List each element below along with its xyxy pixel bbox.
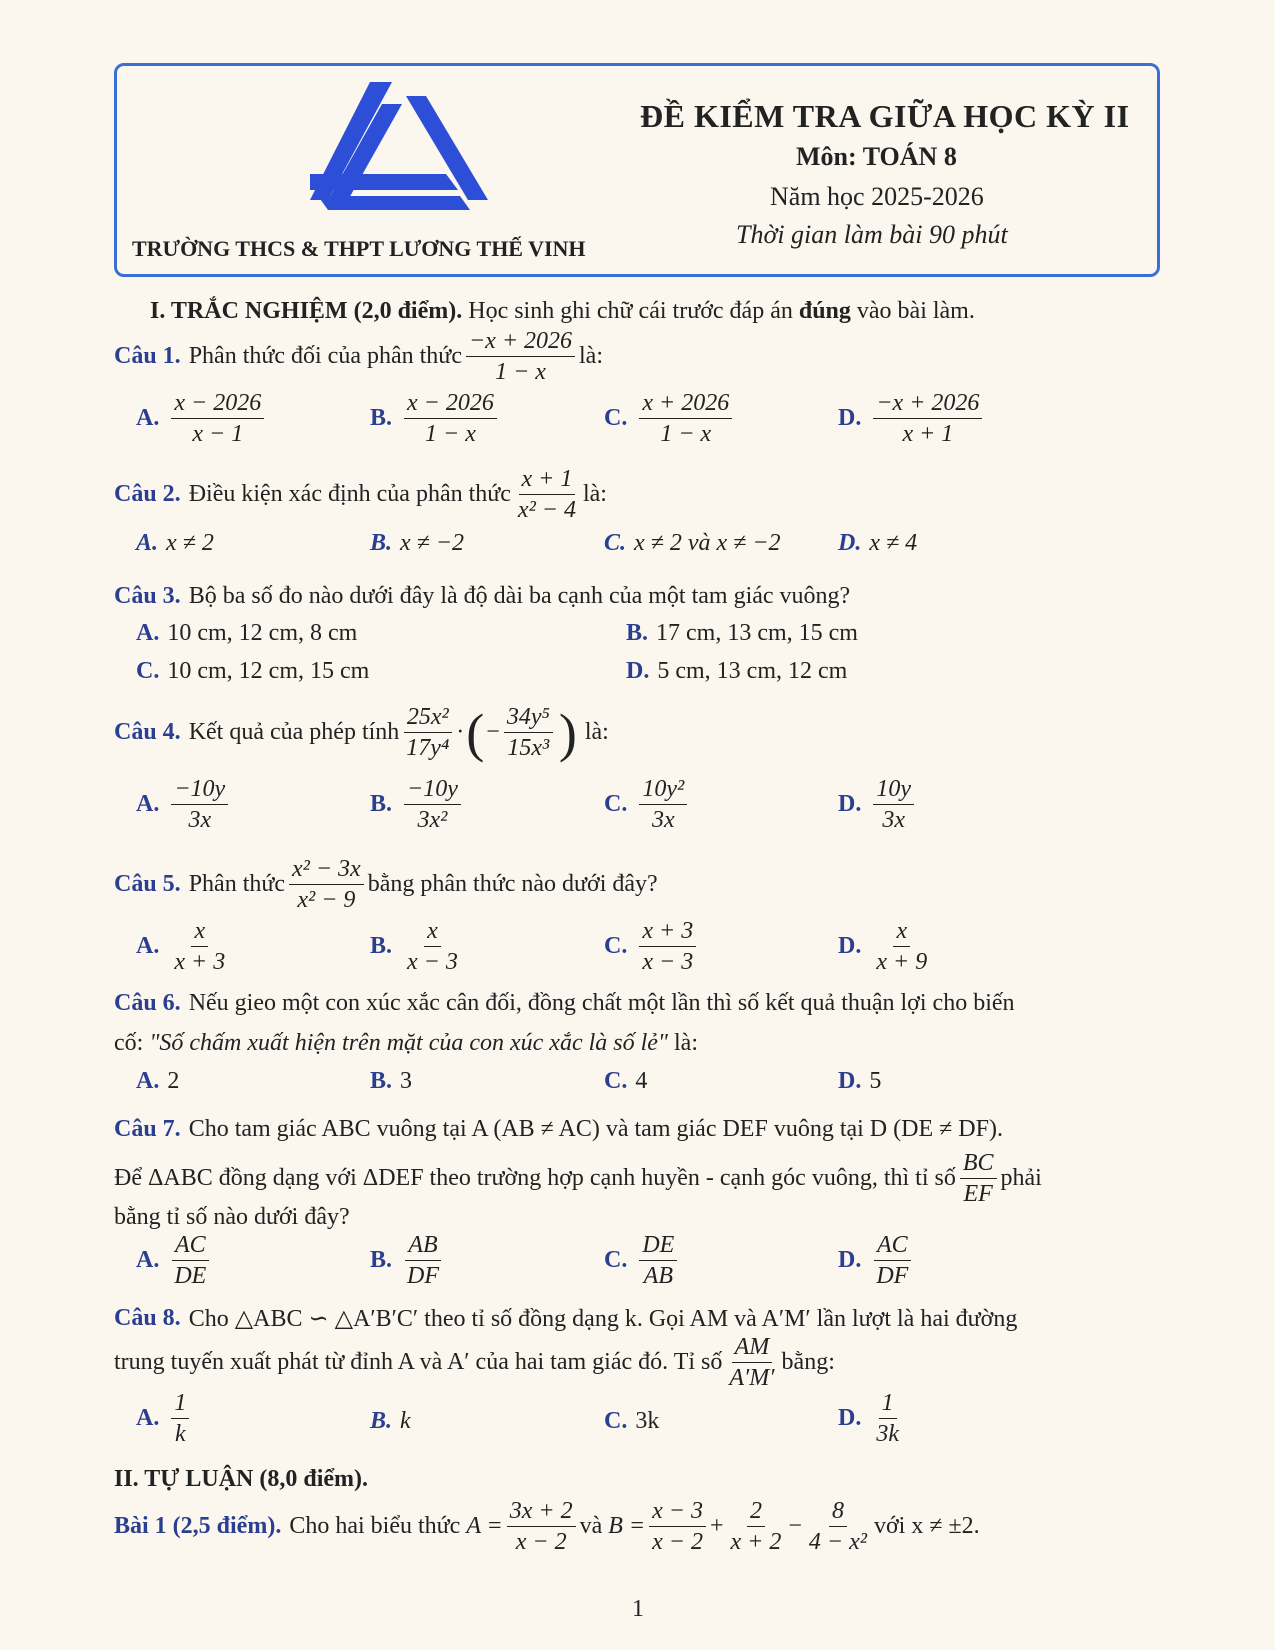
q5-option-a[interactable]: A. x x + 3 [136, 918, 226, 976]
q4-option-a[interactable]: A. −10y 3x [136, 776, 232, 834]
instruction-tail: vào bài làm. [856, 298, 975, 324]
question-6-line-2: cố: "Số chấm xuất hiện trên mặt của con xúc xắc là số lẻ" là: [114, 1030, 699, 1056]
exam-title: ĐỀ KIỂM TRA GIỮA HỌC KỲ II [640, 98, 1130, 134]
fraction: x + 1 x² − 4 [517, 466, 576, 524]
question-3: Câu 3. Bộ ba số đo nào dưới đây là độ dài ba cạnh của một tam giác vuông? [114, 583, 851, 609]
q7-option-c[interactable]: C. DE AB [604, 1232, 681, 1290]
school-name: TRƯỜNG THCS & THPT LƯƠNG THẾ VINH [132, 236, 586, 261]
q3-option-a[interactable]: A. 10 cm, 12 cm, 8 cm [136, 620, 358, 646]
q1-option-a[interactable]: A. x − 2026 x − 1 [136, 390, 268, 448]
q8-option-d[interactable]: D. 1 3k [838, 1390, 899, 1448]
exam-duration: Thời gian làm bài 90 phút [736, 220, 1008, 249]
q6-option-c[interactable]: C. 4 [604, 1068, 648, 1094]
q2-option-d[interactable]: D. x ≠ 4 [838, 530, 918, 556]
question-4: Câu 4. Kết quả của phép tính 25x² 17y⁴ · ( − $\frac{\text{34y⁵}}{\text{15x³}}$ ) là: [114, 702, 609, 763]
question-text: Phân thức đối của phân thức [188, 343, 462, 370]
question-5: Câu 5. Phân thức x² − 3x x² − 9 bằng phân thức nào dưới đây? [114, 856, 658, 914]
q3-option-d[interactable]: D. 5 cm, 13 cm, 12 cm [626, 658, 848, 684]
q1-option-c[interactable]: C. x + 2026 1 − x [604, 390, 736, 448]
question-2: Câu 2. Điều kiện xác định của phân thức x + 1 x² − 4 là: [114, 466, 607, 524]
q2-option-b[interactable]: B. x ≠ −2 [370, 530, 465, 556]
question-label: Câu 1. [114, 343, 181, 370]
q5-option-c[interactable]: C. x + 3 x − 3 [604, 918, 700, 976]
q8-option-b[interactable]: B. k [370, 1408, 411, 1434]
question-6: Câu 6. Nếu gieo một con xúc xắc cân đối, đồng chất một lần thì số kết quả thuận lợi cho biến [114, 990, 1015, 1016]
q3-option-c[interactable]: C. 10 cm, 12 cm, 15 cm [136, 658, 370, 684]
section-1-heading [150, 298, 975, 325]
q5-option-d[interactable]: D. x x + 9 [838, 918, 928, 976]
bai-1: Bài 1 (2,5 điểm). Cho hai biểu thức A = $\frac{3x + 2}{x - 2}$ và B = $\frac{x - 3}{x - 2}$ + $\frac{2}{x + 2}$ − $\frac{8}{\text{4 − x²}}$ với x ≠ ±2. [114, 1498, 980, 1556]
q7-option-b[interactable]: B. AB DF [370, 1232, 440, 1290]
question-tail: là: [579, 343, 604, 370]
section-2-title: II. TỰ LUẬN (8,0 điểm). [114, 1466, 369, 1492]
q4-option-c[interactable]: C. 10y² 3x [604, 776, 691, 834]
q7-option-a[interactable]: A. AC DE [136, 1232, 213, 1290]
q6-option-a[interactable]: A. 2 [136, 1068, 180, 1094]
subject: Môn: TOÁN 8 [796, 142, 957, 171]
school-year: Năm học 2025-2026 [770, 182, 984, 211]
question-7: Câu 7. Cho tam giác ABC vuông tại A (AB ≠ AC) và tam giác DEF vuông tại D (DE ≠ DF). [114, 1116, 1003, 1142]
q2-option-a[interactable]: A. x ≠ 2 [136, 530, 214, 556]
q5-option-b[interactable]: B. x x − 3 [370, 918, 458, 976]
question-8-line-2: trung tuyến xuất phát từ đỉnh A và A′ của hai tam giác đó. Tỉ số AM A′M′ bằng: [114, 1334, 835, 1392]
school-logo [310, 82, 490, 224]
q4-option-b[interactable]: B. −10y 3x² [370, 776, 465, 834]
question-7-line-3: bằng tỉ số nào dưới đây? [114, 1204, 350, 1230]
q8-option-a[interactable]: A. 1 k [136, 1390, 193, 1448]
question-7-line-2: Để ΔABC đồng dạng với ΔDEF theo trường hợp cạnh huyền - cạnh góc vuông, thì tỉ số BC EF phải [114, 1150, 1042, 1208]
q8-option-c[interactable]: C. 3k [604, 1408, 660, 1434]
instruction-text: Học sinh ghi chữ cái trước đáp án [468, 298, 793, 324]
q1-option-b[interactable]: B. x − 2026 1 − x [370, 390, 501, 448]
q4-option-d[interactable]: D. 10y 3x [838, 776, 918, 834]
section-1-title: I. TRẮC NGHIỆM (2,0 điểm). [150, 298, 463, 324]
q1-option-d[interactable]: D. −x + 2026 x + 1 [838, 390, 986, 448]
q3-option-b[interactable]: B. 17 cm, 13 cm, 15 cm [626, 620, 858, 646]
question-8: Câu 8. Cho △ABC ∽ △A′B′C′ theo tỉ số đồng dạng k. Gọi AM và A′M′ lần lượt là hai đường [114, 1305, 1018, 1332]
q6-option-b[interactable]: B. 3 [370, 1068, 413, 1094]
q2-option-c[interactable]: C. x ≠ 2 và x ≠ −2 [604, 530, 781, 556]
q7-option-d[interactable]: D. AC DF [838, 1232, 915, 1290]
instruction-bold: đúng [798, 298, 851, 324]
question-1 [114, 328, 603, 386]
q6-option-d[interactable]: D. 5 [838, 1068, 882, 1094]
fraction: −x + 2026 1 − x [466, 328, 575, 386]
page-number: 1 [632, 1596, 644, 1622]
